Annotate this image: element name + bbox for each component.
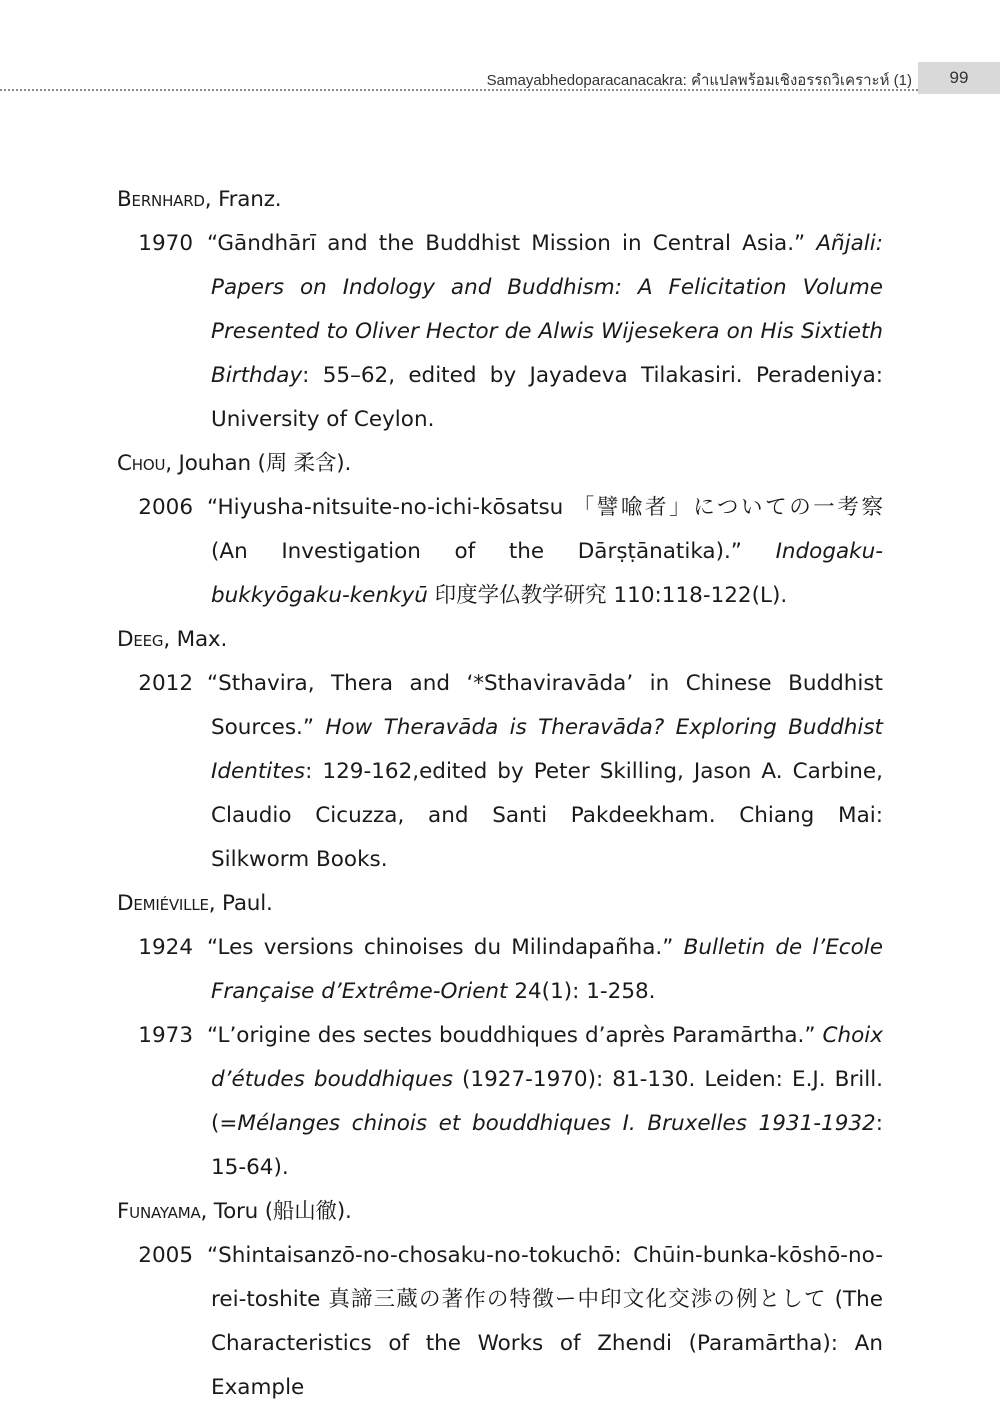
bib-entry-deeg-2012 — [117, 662, 883, 882]
author-heading-demieville — [117, 882, 883, 926]
entry-year: 1970 — [138, 231, 193, 256]
bibliography — [117, 178, 883, 1410]
author-forename: , Franz. — [204, 187, 282, 212]
author-surname: Bernhard — [117, 187, 205, 212]
entry-year: 1973 — [138, 1023, 193, 1048]
author-heading-chou — [117, 442, 883, 486]
entry-publication-info: 24(1): 1-258. — [507, 979, 656, 1004]
entry-article-title: “Hiyusha-nitsuite-no-ichi-kōsatsu 「譬喩者」についての一考察 (An Investigation of the Dārṣṭānatika).” — [207, 495, 883, 564]
entry-year: 2012 — [138, 671, 193, 696]
entry-article-title: “Sthavira, Thera and ‘*Sthaviravāda’ in Chinese Buddhist Sources.” — [207, 671, 883, 740]
entry-text — [207, 1234, 883, 1410]
author-surname: Chou — [117, 451, 166, 476]
entry-year: 2006 — [138, 495, 193, 520]
entry-article-title: “Les versions chinoises du Milindapañha.” — [207, 935, 684, 960]
bib-entry-bernhard-1970 — [117, 222, 883, 442]
entry-publication-info: (1927-1970): 81-130. Leiden: E.J. Brill. (= — [211, 1067, 884, 1136]
bib-entry-demieville-1924 — [117, 926, 883, 1014]
entry-source-title: Añjali: Papers on Indology and Buddhism: A Felicitation Volume Presented to Oliver Hector de Alwis Wijesekera on His Sixtieth Birthday — [211, 231, 883, 388]
author-heading-deeg — [117, 618, 883, 662]
page-number-box — [918, 62, 1000, 94]
author-forename: , Paul. — [208, 891, 273, 916]
page-number: 99 — [949, 68, 969, 87]
entry-year: 2005 — [138, 1243, 193, 1268]
bib-entry-chou-2006 — [117, 486, 883, 618]
author-heading-bernhard — [117, 178, 883, 222]
entry-publication-info: : 129-162,edited by Peter Skilling, Jason A. Carbine, Claudio Cicuzza, and Santi Pakdeekham. Chiang Mai: Silkworm Books. — [211, 759, 883, 872]
entry-source-title: Bulletin de l’Ecole Française d’Extrême-Orient — [211, 935, 883, 1004]
entry-source-title: Indogaku-bukkyōgaku-kenkyū — [211, 539, 883, 608]
entry-text — [207, 222, 883, 442]
entry-text — [207, 926, 883, 1014]
entry-article-title: “Gāndhārī and the Buddhist Mission in Central Asia.” — [207, 231, 817, 256]
bib-entry-funayama-2005 — [117, 1234, 883, 1410]
entry-source-title: Choix d’études bouddhiques — [211, 1023, 883, 1092]
author-forename: , Max. — [163, 627, 228, 652]
author-surname: Demiéville — [117, 891, 209, 916]
running-header — [0, 62, 1000, 94]
header-dotted-rule — [0, 89, 918, 91]
entry-article-title: “Shintaisanzō-no-chosaku-no-tokuchō: Chūin-bunka-kōshō-no-rei-toshite 真諦三蔵の著作の特徴ー中印文化交渉の例として (The Characteristics of the Works of Zhendi (Paramārtha): An Example — [207, 1243, 883, 1400]
author-surname: Funayama — [117, 1199, 201, 1224]
entry-reprint-pages: : 15-64). — [211, 1111, 883, 1180]
entry-article-title: “L’origine des sectes bouddhiques d’après Paramārtha.” — [207, 1023, 823, 1048]
author-forename: , Toru (船山徹). — [200, 1199, 352, 1224]
running-header-title: Samayabhedoparacanacakra: คำแปลพร้อมเชิงอรรถวิเคราะห์ (1) — [486, 72, 912, 89]
entry-publication-info: : 55–62, edited by Jayadeva Tilakasiri. Peradeniya: University of Ceylon. — [211, 363, 883, 432]
entry-year: 1924 — [138, 935, 193, 960]
entry-publication-info: 印度学仏教学研究 110:118-122(L). — [427, 583, 788, 608]
entry-source-title: How Theravāda is Theravāda? Exploring Buddhist Identites — [211, 715, 883, 784]
entry-text — [207, 662, 883, 882]
author-surname: Deeg — [117, 627, 164, 652]
author-heading-funayama — [117, 1190, 883, 1234]
author-forename: , Jouhan (周 柔含). — [165, 451, 352, 476]
bib-entry-demieville-1973 — [117, 1014, 883, 1190]
entry-reprint-title: Mélanges chinois et bouddhiques I. Bruxelles 1931-1932 — [237, 1111, 876, 1136]
entry-text — [207, 486, 883, 618]
entry-text — [207, 1014, 884, 1190]
